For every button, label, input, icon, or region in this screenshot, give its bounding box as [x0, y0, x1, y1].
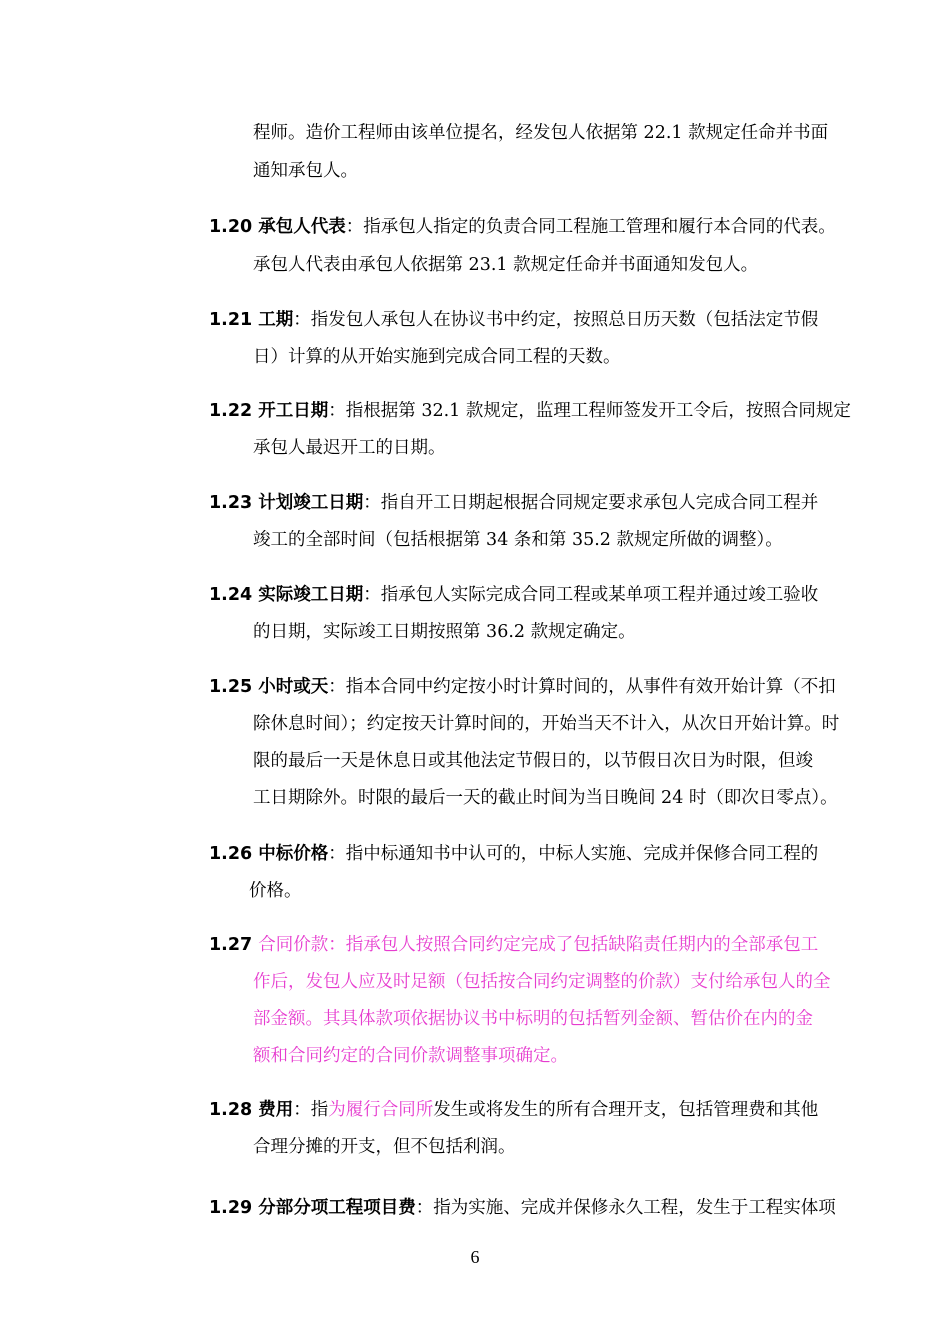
clause-1-23: [209, 491, 818, 515]
clause-term: 实际竣工日期: [258, 585, 364, 605]
clause-definition-part: 发生或将发生的所有合理开支，包括管理费和其他: [433, 1100, 819, 1120]
paragraph-line: 价格。: [249, 881, 302, 901]
clause-definition: ：指自开工日期起根据合同规定要求承包人完成合同工程并: [363, 493, 819, 513]
clause-number: 1.24: [209, 585, 253, 605]
clause-1-22: [209, 399, 851, 423]
clause-number: 1.23: [209, 493, 253, 513]
paragraph-line: 部金额。其具体款项依据协议书中标明的包括暂列金额、暂估价在内的金: [253, 1009, 813, 1029]
clause-term: 承包人代表: [258, 217, 346, 237]
clause-term: 小时或天: [258, 677, 329, 697]
clause-number: 1.29: [209, 1198, 253, 1218]
clause-1-28: [209, 1098, 818, 1122]
paragraph-line: 额和合同约定的合同价款调整事项确定。: [253, 1046, 568, 1066]
clause-definition: ：指承包人按照合同约定完成了包括缺陷责任期内的全部承包工: [328, 935, 819, 955]
clause-definition-part: ：指: [293, 1100, 329, 1120]
paragraph-line: 承包人最迟开工的日期。: [253, 438, 446, 458]
clause-1-24: [209, 583, 818, 607]
clause-1-20: [209, 215, 836, 239]
clause-1-25: [209, 675, 836, 699]
clause-number: 1.26: [209, 844, 253, 864]
clause-term: 费用: [258, 1100, 294, 1120]
page-number: 6: [470, 1247, 480, 1267]
paragraph-line: 竣工的全部时间（包括根据第 34 条和第 35.2 款规定所做的调整）。: [253, 530, 783, 550]
clause-1-21: [209, 308, 818, 332]
clause-1-26: [209, 842, 818, 866]
clause-definition: ：指为实施、完成并保修永久工程，发生于工程实体项: [415, 1198, 836, 1218]
clause-definition: ：指发包人承包人在协议书中约定，按照总日历天数（包括法定节假: [293, 310, 819, 330]
clause-1-27: [209, 933, 818, 957]
clause-1-29: [209, 1196, 836, 1220]
clause-term: 开工日期: [258, 401, 329, 421]
clause-definition: ：指承包人指定的负责合同工程施工管理和履行本合同的代表。: [345, 217, 836, 237]
clause-definition: ：指本合同中约定按小时计算时间的，从事件有效开始计算（不扣: [328, 677, 836, 697]
paragraph-line: 工日期除外。时限的最后一天的截止时间为当日晚间 24 时（即次日零点）。: [253, 788, 838, 808]
paragraph-line: 作后，发包人应及时足额（包括按合同约定调整的价款）支付给承包人的全: [253, 972, 831, 992]
paragraph-line: 合理分摊的开支，但不包括利润。: [253, 1137, 516, 1157]
paragraph-line: 限的最后一天是休息日或其他法定节假日的，以节假日次日为时限，但竣: [253, 751, 813, 771]
clause-term: 工期: [258, 310, 294, 330]
paragraph-line: 承包人代表由承包人依据第 23.1 款规定任命并书面通知发包人。: [253, 255, 759, 275]
paragraph-line: 通知承包人。: [253, 161, 358, 181]
clause-number: 1.21: [209, 310, 253, 330]
clause-term: 分部分项工程项目费: [258, 1198, 416, 1218]
clause-number: 1.25: [209, 677, 253, 697]
paragraph-line: 日）计算的从开始实施到完成合同工程的天数。: [253, 347, 621, 367]
clause-number: 1.20: [209, 217, 253, 237]
clause-definition: ：指根据第 32.1 款规定，监理工程师签发开工令后，按照合同规定: [328, 401, 851, 421]
clause-number: 1.27: [209, 935, 253, 955]
clause-term: 计划竣工日期: [258, 493, 364, 513]
paragraph-line: 除休息时间）；约定按天计算时间的，开始当天不计入，从次日开始计算。时: [253, 714, 840, 734]
paragraph-line: 程师。造价工程师由该单位提名，经发包人依据第 22.1 款规定任命并书面: [253, 123, 829, 143]
clause-definition: ：指中标通知书中认可的，中标人实施、完成并保修合同工程的: [328, 844, 819, 864]
clause-number: 1.28: [209, 1100, 253, 1120]
clause-term: 合同价款: [258, 935, 329, 955]
clause-term: 中标价格: [258, 844, 329, 864]
clause-definition: ：指承包人实际完成合同工程或某单项工程并通过竣工验收: [363, 585, 819, 605]
paragraph-line: 的日期，实际竣工日期按照第 36.2 款规定确定。: [253, 622, 636, 642]
clause-number: 1.22: [209, 401, 253, 421]
highlighted-text: 为履行合同所: [328, 1100, 434, 1120]
